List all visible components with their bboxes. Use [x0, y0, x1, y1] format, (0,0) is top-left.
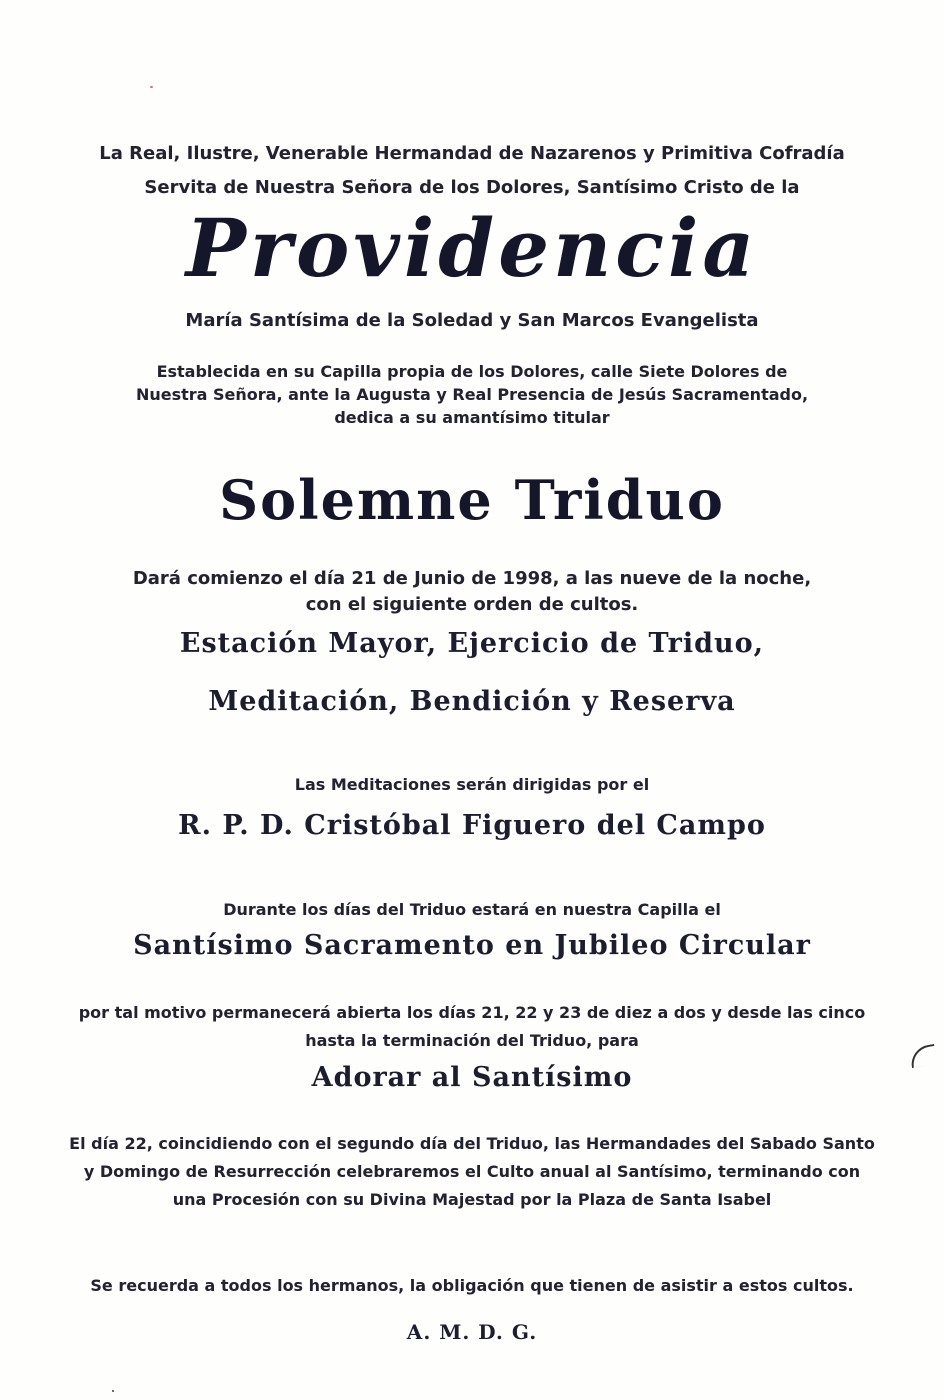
paper-speck: [150, 86, 153, 88]
title-solemne-triduo: Solemne Triduo: [219, 468, 725, 532]
header-line-2: Servita de Nuestra Señora de los Dolores, Santísimo Cristo de la: [144, 177, 800, 198]
motto: A. M. D. G.: [406, 1320, 538, 1344]
opening-line-2: hasta la terminación del Triduo, para: [305, 1031, 639, 1050]
day22-line-2: y Domingo de Resurrección celebraremos el Culto anual al Santísimo, terminando con: [83, 1162, 861, 1181]
paper-speck: [112, 1390, 114, 1392]
meditations-intro: Las Meditaciones serán dirigidas por el: [294, 775, 650, 794]
adoration-title: Adorar al Santísimo: [311, 1062, 633, 1093]
established-line-3: dedica a su amantísimo titular: [334, 408, 610, 427]
reminder: Se recuerda a todos los hermanos, la obligación que tienen de asistir a estos cultos.: [90, 1276, 854, 1295]
established-line-2: Nuestra Señora, ante la Augusta y Real Presencia de Jesús Sacramentado,: [135, 385, 809, 404]
day22-line-3: una Procesión con su Divina Majestad por la Plaza de Santa Isabel: [172, 1190, 772, 1209]
jubilee-intro: Durante los días del Triduo estará en nuestra Capilla el: [223, 900, 721, 919]
day22-line-1: El día 22, coincidiendo con el segundo día del Triduo, las Hermandades del Sabado Santo: [69, 1134, 875, 1153]
order-line-1: Estación Mayor, Ejercicio de Triduo,: [179, 628, 765, 659]
subtitle: María Santísima de la Soledad y San Marcos Evangelista: [185, 310, 759, 331]
order-line-2: Meditación, Bendición y Reserva: [208, 686, 736, 717]
established-line-1: Establecida en su Capilla propia de los Dolores, calle Siete Dolores de: [156, 362, 788, 381]
jubilee-title: Santísimo Sacramento en Jubileo Circular: [133, 930, 811, 961]
header-line-1: La Real, Ilustre, Venerable Hermandad de Nazarenos y Primitiva Cofradía: [99, 143, 845, 164]
title-providencia: Providencia: [185, 201, 759, 295]
start-line-2: con el siguiente orden de cultos.: [305, 594, 639, 615]
preacher-name: R. P. D. Cristóbal Figuero del Campo: [178, 810, 766, 841]
start-line-1: Dará comienzo el día 21 de Junio de 1998, a las nueve de la noche,: [132, 568, 812, 589]
opening-line-1: por tal motivo permanecerá abierta los días 21, 22 y 23 de diez a dos y desde las cinco: [78, 1003, 866, 1022]
